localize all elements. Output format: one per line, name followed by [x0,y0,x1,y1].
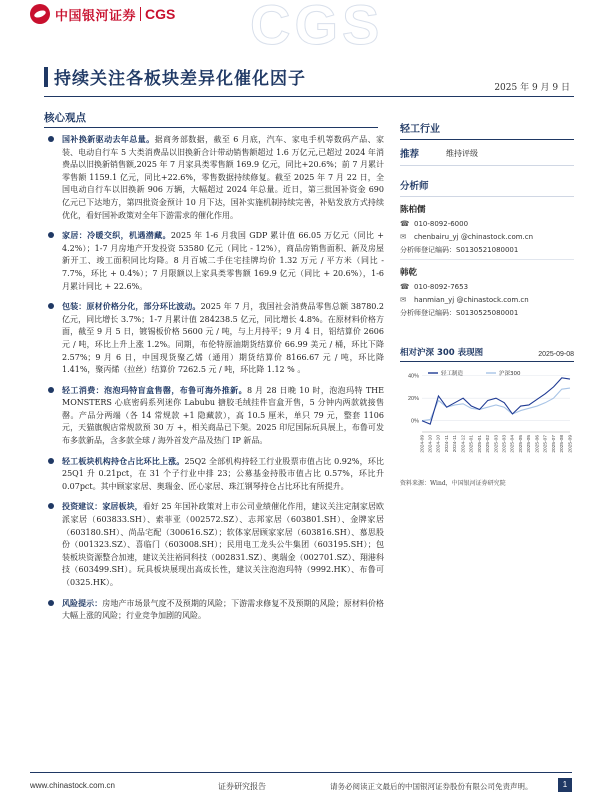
header-divider [44,96,574,97]
para-lead: 风险提示： [62,597,103,608]
main-column [44,133,384,630]
report-date: 2025 年 9 月 9 日 [494,83,570,93]
chart-plot [400,362,574,472]
para-text: 2025 年 7 月，我国社会消费品零售总额 38780.2 亿元，同比增长 3.7%；1-7 月累计值 284238.5 亿元，同比增长 4.8%。在原材料价格方面，截至 9 月 5 日，镀锡板价格 5600 元 / 吨，与上月持平；9 月 4 日，铝结算价 2606 元 / 吨，环比上升上涨 1.2%。同期，布伦特原油期货结算价 66.99 美元 / 桶，环比下降 2.57%；9 月 6 日，中国现货聚乙烯（通用）期货结算价 8166.67 元 / 吨，环比降 1.41%，聚丙烯（拉丝）结算价 7262.5 元 / 吨，环比降 1.12 % 。 [62,302,385,375]
rating-label: 推荐 [400,149,420,160]
para-text: 25Q2 全部机构持轻工行业股票市值占比 0.92%，环比 25Q1 升 0.21pct，在 31 个子行业中排 23；公募基金持股市值占比 0.57%，环比升 0.07pct。其中顾家家居、奥瑞金、匠心家居、珠江钢琴持仓占比环比有所提升。 [62,456,385,491]
header-watermark: CGS [250,0,384,56]
analyst-divider [400,259,574,260]
bullet-icon [48,503,54,509]
industry-heading: 轻工行业 [400,120,574,140]
legend-label: 轻工制造 [441,371,464,377]
relative-performance-chart [400,346,574,487]
x-tick-label: 2025-07 [543,435,549,453]
bullet-icon [48,600,54,606]
chart-date: 2025-09-08 [538,351,574,358]
para-sublead: 家居板块， [102,501,143,512]
bullet-icon [48,303,54,309]
x-tick-label: 2025-02 [486,435,492,453]
chart-title: 相对沪深 300 表现图 [400,348,484,358]
para-text: 2025 年 1-6 月我国 GDP 累计值 66.05 万亿元（同比 + 4.2%）；1-7 月房地产开发投资 53580 亿元（同比 - 12%），商品房销售面积、新及房屋新开工、竣工面积同比均降。8 月百城二手住宅挂牌均价 1.32 万元 / 平方米（同比 - 7.7%，环比 + 0.4%）；7 月限额以上家具类零售额 169.9 亿元（同比 + 20.6%），1-6 月累计同比 + 22.6%。 [62,231,384,291]
analyst-email-row [400,232,574,241]
bullet-icon [48,458,54,464]
x-tick-label: 2025-05 [527,435,533,453]
core-views-heading: 核心观点 [44,112,86,124]
x-tick-label: 2025-05 [518,435,524,453]
para-lead: 国补换新驱动去年总量。 [62,134,155,144]
analyst-name: 陈柏儒 [400,205,426,215]
brand-divider [140,7,141,21]
analyst-card [400,203,574,260]
analyst-email[interactable]: chenbairu_yj @chinastock.com.cn [414,232,534,241]
y-tick-label: 0% [411,418,419,425]
email-icon: ✉ [400,232,407,241]
analyst-cert: 分析师登记编码：S0130525080001 [400,309,519,317]
page-number: 1 [558,778,572,792]
para-text: 据商务部数据，截至 6 月底，汽车、家电手机等数码产品、家装、电动自行车 5 大类消费品以旧换新合计带动销售额超过 1.6 万亿元,已超过 2024 年消费品以旧换新销售额,2025 年 7 月家具类零售额 169.9 亿元，同比+20.6%；前 7 月累计零售额 1159.1 亿元，同比+22.6%，零售数据持续修复。截至 2025 年 7 月 22 日，全国电动自行车以旧换新 906 万辆，大幅超过 2024 年总量。近日，第三批国补资金 690 亿元已下达地方，第四批资金预计 10 月下达，国补实施机制持续完善，补贴发放方式持续优化，看好国补政策对全年下游需求的催化作用。 [62,135,384,220]
analyst-email[interactable]: hanmian_yj @chinastock.com.cn [414,295,529,304]
page-footer [30,772,572,791]
rating-row [400,140,574,166]
y-tick-label: 20% [407,396,419,403]
x-tick-label: 2025-03 [494,435,500,453]
para-investment [44,500,384,589]
brand-name-cn: 中国银河证券 [55,8,137,24]
x-tick-label: 2024-12 [461,435,467,453]
analyst-name: 韩乾 [400,268,418,278]
analyst-cert-row [400,245,574,255]
bullet-icon [48,387,54,393]
para-subsidy [44,133,384,222]
x-tick-label: 2024-10 [428,435,434,453]
analyst-phone: 010-8092-6000 [414,219,469,228]
sidebar [400,120,574,318]
brand-mark-icon [30,4,50,24]
email-icon: ✉ [400,295,407,304]
x-tick-label: 2024-11 [453,435,459,453]
footer-label: 证券研究报告 [218,782,266,791]
x-tick-label: 2025-01 [469,435,475,453]
analyst-phone: 010-8092-7653 [414,282,469,291]
footer-disclaimer: 请务必阅读正文最后的中国银河证券股份有限公司免责声明。 [330,782,533,791]
bullet-icon [48,232,54,238]
chart-header [400,346,574,362]
rating-value: 维持评级 [446,148,478,158]
analyst-cert-row [400,308,574,318]
x-tick-label: 2024-10 [436,435,442,453]
para-text: 8 月 28 日晚 10 时，泡泡玛特 THE MONSTERS 心底密码系列迷你 Labubu 搪胶毛绒挂件盲盒开售，5 分钟内两款就接售罄。产品分两端（各 14 常规款 +1 隐藏款），高 10.5 厘米，单只 79 元，整套 1106 元，天猫旗舰店常规款预 30 万 +，相关商品已下架。2025 印尼国际玩具展上，布鲁可发布多款新品，含多款全球 / 海外首发产品及热门 IP 新品。 [62,385,384,446]
analyst-card [400,266,574,318]
x-tick-label: 2024-11 [444,435,450,453]
footer-url[interactable]: www.chinastock.com.cn [30,781,115,790]
title-accent-bar [44,67,48,87]
phone-icon: ☎ [400,282,410,291]
para-risk [44,597,384,623]
para-lead: 包装：原材价格分化，部分环比波动。 [62,301,201,312]
analyst-phone-row [400,282,574,291]
x-tick-label: 2025-04 [510,435,516,453]
brand-name-en: CGS [145,6,176,22]
x-tick-label: 2025-01 [477,435,483,453]
para-home [44,229,384,293]
x-tick-label: 2025-09 [568,435,574,453]
para-packaging [44,300,384,377]
x-tick-label: 2025-07 [551,435,557,453]
analyst-cert: 分析师登记编码：S0130521080001 [400,246,519,254]
analyst-heading: 分析师 [400,178,574,197]
y-tick-label: 40% [407,373,419,380]
page-header [0,0,600,56]
chart-source: 资料来源：Wind，中国银河证券研究院 [400,480,506,487]
report-title-block [44,64,306,89]
phone-icon: ☎ [400,219,410,228]
para-lead: 投资建议： [62,501,103,512]
para-text: 房地产市场景气度不及预期的风险；下游需求修复不及预期的风险；原材料价格大幅上涨的风险；行业竞争加剧的风险。 [62,598,385,621]
legend-label: 沪深300 [499,371,521,377]
para-lead: 轻工消费：泡泡玛特盲盒售罄，布鲁可海外推新。 [62,384,247,395]
bullet-icon [48,136,54,142]
analyst-email-row [400,295,574,304]
x-tick-label: 2025-06 [535,435,541,453]
x-tick-label: 2025-08 [560,435,566,453]
x-tick-label: 2024-09 [420,435,426,453]
para-lead: 轻工板块机构持仓占比环比上涨。 [62,455,185,466]
para-holdings [44,455,384,494]
analyst-phone-row [400,219,574,228]
report-title: 持续关注各板块差异化催化因子 [54,69,306,89]
para-text: 看好 25 年国补政策对上市公司业绩催化作用，建议关注定制家居欧派家居（603833.SH）、索菲亚（002572.SZ）、志邦家居（603801.SH）、金牌家居（603180.SH）、尚品宅配（300616.SZ）；软体家居顾家家居（603816.SH）、慕思股份（001323.SZ）、喜临门（603008.SH）；民用电工龙头公牛集团（603195.SH）；包装板块资源整合加速，建议关注裕同科技（002831.SZ）、奥瑞金（002701.SZ）、翔港科技（603499.SH）。玩具板块展现出高成长性，建议关注泡泡玛特（9992.HK）、布鲁可（0325.HK）。 [62,502,385,587]
para-consumer [44,384,384,448]
core-views-divider [44,127,378,128]
para-lead: 家居：冷暖交织，机遇潜藏。 [62,230,171,241]
brand-logo [30,4,175,24]
x-tick-label: 2025-03 [502,435,508,453]
